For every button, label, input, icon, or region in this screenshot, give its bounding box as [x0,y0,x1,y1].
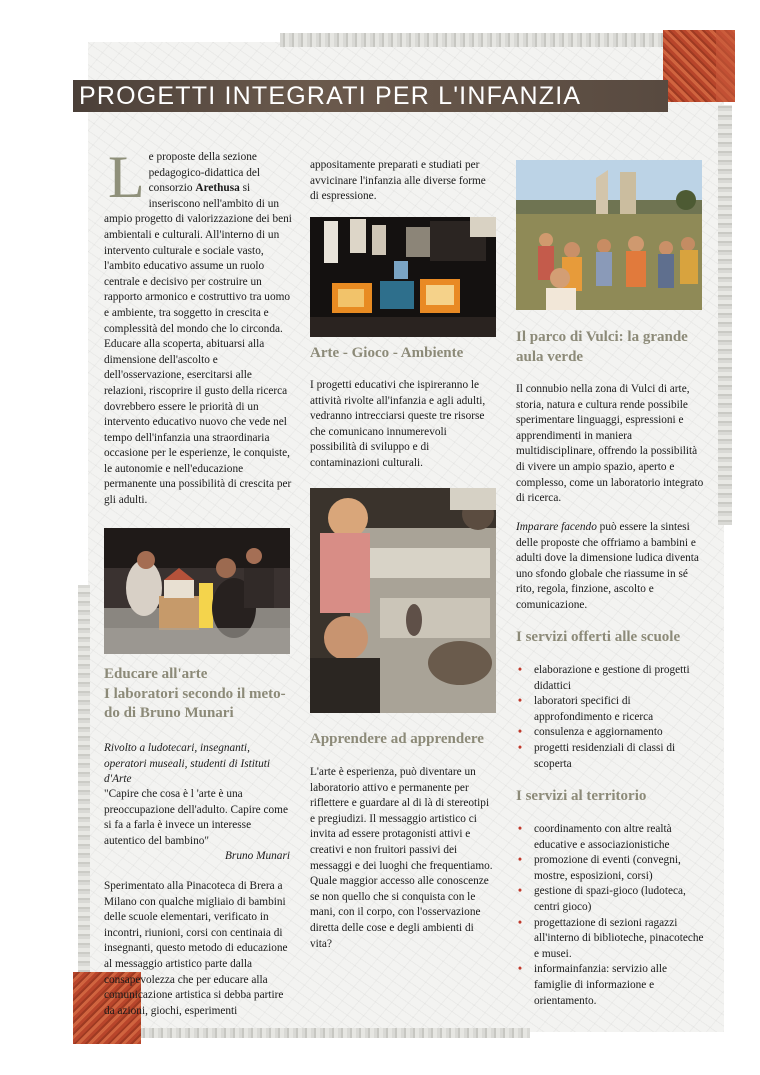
heading-parco-vulci-line2: aula verde [516,348,584,365]
decorative-strip-right [718,105,732,525]
quote-author: Bruno Munari [225,850,290,863]
intro-text [104,144,292,509]
drop-cap: L [108,144,145,210]
list-item: • promozione di eventi (convegni, mostre, esposizioni, corsi) [518,854,681,882]
servizi-scuole-list [516,663,706,772]
list-item: • elaborazione e gestione di progetti didattici [518,664,690,692]
heading-educare-arte [104,665,304,724]
page-title: PROGETTI INTEGRATI PER L'INFANZIA [79,82,582,110]
list-item: • progettazione di sezioni ragazzi all'interno di biblioteche, pinacoteche e musei. [518,916,704,960]
arte-gioco-text: I progetti educativi che ispireranno le attività rivolte all'infanzia e agli adulti, vedranno intrecciarsi queste tre risorse che comunicano innumerevoli possibilità di sviluppo e di contaminazioni culturali. [310,379,486,469]
list-item: • coordinamento con altre realtà educative e associazionistiche [518,823,672,851]
vulci-text: Il connubio nella zona di Vulci di arte, storia, natura e cultura rende possibile sperimentare linguaggi, espressioni e apprendimenti in maniera multidisciplinare, offrendo la possibilità di vivere un ampio spazio, aperto e complesso, come un laboratorio integrato di ricerca. [516,383,704,505]
heading-servizi-territorio: I servizi al territorio [516,788,647,804]
munari-quote [104,787,290,865]
imparare-facendo-text [516,520,706,614]
decorative-strip-bottom [140,1028,530,1038]
photo-children-clay [310,488,496,713]
heading-educare-arte-line1: Educare all'arte [104,666,208,682]
heading-educare-arte-line2: I laboratori secondo il meto- [104,685,286,702]
consortium-name: Arethusa [195,182,240,195]
bullet-icon: • [518,854,522,867]
bullet-icon: • [518,726,522,739]
imparare-facendo-italic: Imparare facendo [516,521,597,533]
list-item: • consulenza e aggiornamento [516,725,706,741]
heading-arte-gioco-ambiente: Arte - Gioco - Ambiente [310,345,464,361]
intro-text-a: e proposte della sezione pedagogico-didattica del consorzio [148,151,261,195]
decorative-strip-left [78,585,90,975]
photo-exhibition-models [310,217,496,337]
bullet-icon: • [518,885,522,898]
heading-servizi-scuole: I servizi offerti alle scuole [516,629,681,645]
heading-parco-vulci [516,328,716,367]
list-item: • gestione di spazi-gioco (ludoteca, centri gioco) [518,885,686,913]
photo-children-art-workshop [104,528,290,654]
munari-method-text: Sperimentato alla Pinacoteca di Brera a Milano con qualche migliaio di bambini delle scuole elementari, verificato in incontri, riunioni, corsi con centinaia di insegnanti, questo metodo di educazione al messaggio artistico parte dalla consapevolezza che per educare alla comunicazione artistica si debba partire da azioni, giochi, esperimenti [104,880,288,1017]
quote-text: "Capire che cosa è l 'arte è una preoccupazione dell'adulto. Capire come si fa a farla è invece un interesse autentico del bambino" [104,788,288,847]
bullet-icon: • [518,695,522,708]
photo-vulci-park [516,160,702,310]
title-bar [73,80,668,112]
bullet-icon: • [518,916,522,929]
intro-text-b: si inseriscono nell'ambito di un ampio progetto di valorizzazione dei beni ambientali e culturali. All'interno di un intervento culturale e sociale vasto, l'ambito educativo assume un ruolo centrale e decisivo per costruire un rapporto armonico e costruttivo tra uomo e ambiente, tra soggetto in crescita e complessità del mondo che lo circonda. Educare alla scoperta, abituarsi alla dimensione dell'ascolto e dell'osservazione, esercitarsi alle relazioni, riscoprire il gusto della ricerca dovrebbero essere le priorità di un intervento educativo nuovo che vede nel tempo dell'infanzia una straordinaria occasione per le esperienze, le conquiste, le autonomie e nell'educazione permanente una possibilità di crescita per gli adulti. [104,182,292,507]
bullet-icon: • [518,664,522,676]
heading-parco-vulci-line1: Il parco di Vulci: la grande [516,329,688,345]
list-item: • informainfanzia: servizio alle famiglie di informazione e orientamento. [518,963,667,1007]
decorative-strip-top [280,33,665,47]
decorative-corner-top-right-edge [716,30,735,102]
apprendere-text: L'arte è esperienza, può diventare un laboratorio attivo e permanente per riflettere e guardare al di là di stereotipi e pregiudizi. Il messaggio artistico ci invita ad essere protagonisti attivi e creativi e non fruitori passivi dei messaggi e dei luoghi che frequentiamo. Quale maggior accesso alle conoscenze se non quello che si conquista con le mani, con il corpo, con l'osservazione diretta delle cose e degli ambienti di vita? [310,766,493,950]
heading-educare-arte-line3: do di Bruno Munari [104,705,234,721]
imparare-facendo-body: può essere la sintesi delle proposte che offriamo a bambini e adulti dove la dimensione ludica diventa uno sfondo globale che riassume in sé rito, regola, finzione, ascolto e comunicazione. [516,521,699,611]
bullet-icon: • [518,741,522,754]
col2-top-text: appositamente preparati e studiati per avvicinare l'infanzia alle diverse forme di espressione. [310,159,486,203]
bullet-icon: • [518,823,522,835]
servizi-territorio-list [516,822,706,1009]
list-item: • progetti residenziali di classi di scoperta [518,741,676,770]
list-item: • laboratori specifici di approfondimento e ricerca [518,695,654,723]
bullet-icon: • [518,963,522,976]
heading-apprendere: Apprendere ad apprendere [310,731,484,747]
audience-note: Rivolto a ludotecari, insegnanti, operatori museali, studenti di Istituti d'Arte [104,742,271,786]
